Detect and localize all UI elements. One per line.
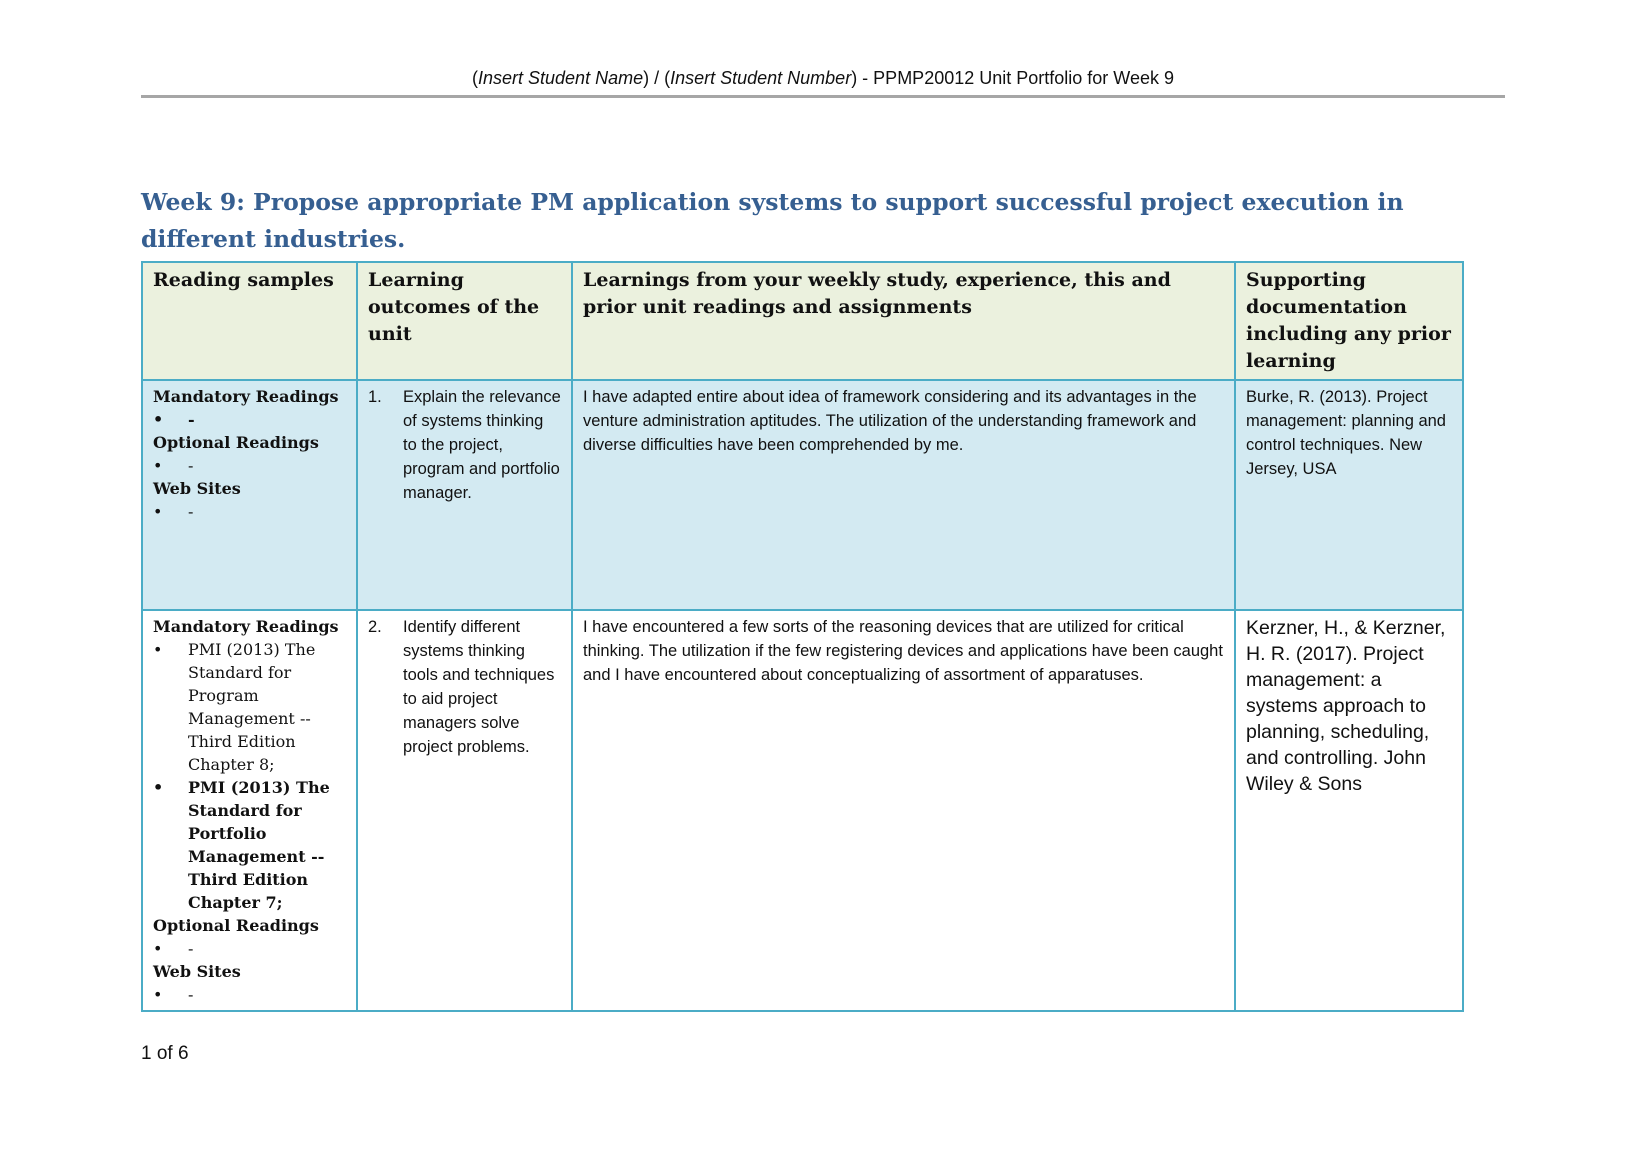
page-header	[141, 68, 1505, 89]
list-item: • -	[153, 500, 346, 523]
supporting-doc-cell	[1235, 380, 1463, 610]
learning-outcome-cell	[357, 610, 572, 1011]
optional-readings-list	[153, 937, 346, 960]
header-text: (	[472, 68, 478, 88]
header-text: ) - PPMP20012 Unit Portfolio for Week 9	[851, 68, 1174, 88]
list-item: • -	[153, 983, 346, 1006]
learning-outcome-cell	[357, 380, 572, 610]
learning-outcome	[368, 615, 561, 759]
outcome-text: Identify different systems thinking tools and techniques to aid project managers solve project problems.	[403, 618, 555, 756]
supporting-doc-text: Burke, R. (2013). Project management: planning and control techniques. New Jersey, USA	[1246, 388, 1446, 478]
supporting-doc-text: Kerzner, H., & Kerzner, H. R. (2017). Project management: a systems approach to planning, scheduling, and controlling. John Wiley & Sons	[1246, 617, 1446, 795]
web-sites-list	[153, 983, 346, 1006]
learnings-cell	[572, 610, 1235, 1011]
page-number: 1 of 6	[141, 1043, 189, 1064]
web-sites-list	[153, 500, 346, 523]
reading-samples-cell	[142, 610, 357, 1011]
header-divider	[141, 95, 1505, 98]
column-header-learnings: Learnings from your weekly study, experience, this and prior unit readings and assignments	[572, 262, 1235, 380]
learnings-text: I have encountered a few sorts of the reasoning devices that are utilized for critical thinking. The utilization if the few registering devices and applications have been caught and I have encountered about conceptualizing of assortment of apparatuses.	[583, 618, 1223, 684]
list-item: • -	[153, 937, 346, 960]
outcome-text: Explain the relevance of systems thinking to the project, program and portfolio manager.	[403, 388, 561, 502]
reading-samples-cell	[142, 380, 357, 610]
table-header-row	[142, 262, 1463, 380]
table-row	[142, 610, 1463, 1011]
optional-readings-list	[153, 454, 346, 477]
learning-outcome	[368, 385, 561, 505]
column-header-supporting-documentation: Supporting documentation including any prior learning	[1235, 262, 1463, 380]
supporting-doc-cell	[1235, 610, 1463, 1011]
mandatory-readings-list	[153, 638, 346, 914]
student-name-placeholder: Insert Student Name	[478, 68, 644, 88]
portfolio-table	[141, 261, 1464, 1012]
optional-readings-label: Optional Readings	[153, 916, 319, 935]
page-title: Week 9: Propose appropriate PM application systems to support successful project execution in different industries.	[141, 188, 1404, 253]
web-sites-label: Web Sites	[153, 479, 241, 498]
learnings-text: I have adapted entire about idea of framework considering and its advantages in the venture administration aptitudes. The utilization of the understanding framework and diverse difficulties have been comprehended by me.	[583, 388, 1197, 454]
mandatory-readings-label: Mandatory Readings	[153, 387, 339, 406]
web-sites-label: Web Sites	[153, 962, 241, 981]
learnings-cell	[572, 380, 1235, 610]
list-item: • -	[153, 408, 346, 431]
list-item: • PMI (2013) The Standard for Program Management -- Third Edition Chapter 8;	[153, 638, 346, 776]
list-item: • PMI (2013) The Standard for Portfolio Management -- Third Edition Chapter 7;	[153, 776, 346, 914]
list-item: • -	[153, 454, 346, 477]
column-header-learning-outcomes: Learning outcomes of the unit	[357, 262, 572, 380]
mandatory-readings-label: Mandatory Readings	[153, 617, 339, 636]
student-number-placeholder: Insert Student Number	[670, 68, 852, 88]
column-header-reading-samples: Reading samples	[142, 262, 357, 380]
table-row	[142, 380, 1463, 610]
outcome-number: 2.	[368, 618, 382, 636]
mandatory-readings-list	[153, 408, 346, 431]
optional-readings-label: Optional Readings	[153, 433, 319, 452]
outcome-number: 1.	[368, 388, 382, 406]
header-text: ) / (	[643, 68, 671, 88]
